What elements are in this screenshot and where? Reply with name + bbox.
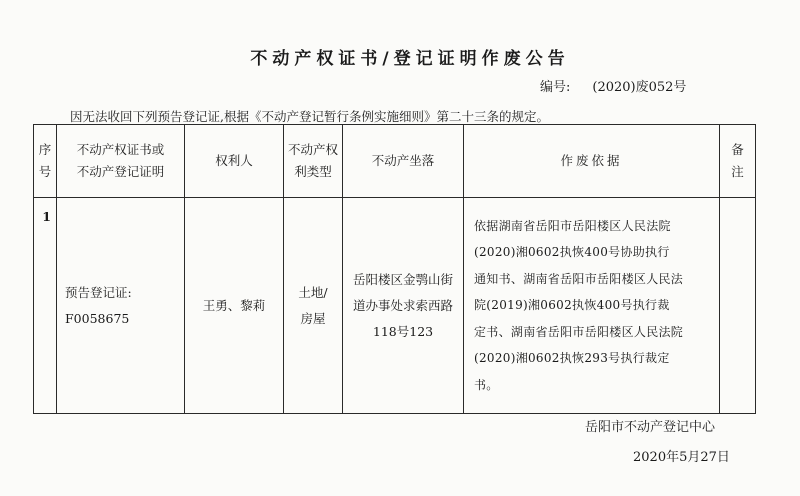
issuing-organization: 岳阳市不动产登记中心 [585, 420, 716, 435]
row-holder: 王勇、黎莉 [185, 198, 284, 414]
intro-text: 因无法收回下列预告登记证,根据《不动产登记暂行条例实施细则》第二十三条的规定。 [70, 109, 549, 124]
row-remark [720, 198, 756, 414]
doc-number-label: 编号: [540, 80, 571, 95]
header-location: 不动产坐落 [343, 125, 464, 198]
row-location: 岳阳楼区金鹗山街 道办事处求索西路 118号123 [343, 198, 464, 414]
issue-date: 2020年5月27日 [633, 450, 730, 465]
header-basis: 作废依据 [464, 125, 720, 198]
header-remark: 备 注 [720, 125, 756, 198]
table-row [34, 198, 756, 414]
row-basis: 依据湖南省岳阳市岳阳楼区人民法院 (2020)湘0602执恢400号协助执行 通知书、湖南省岳阳市岳阳楼区人民法 院(2019)湘0602执恢400号执行裁 定书、湖南省岳阳市岳阳楼区人民法院 (2020)湘0602执恢293号执行裁定 书。 [464, 198, 720, 414]
table-header-row [34, 125, 756, 198]
doc-number-value: (2020)废052号 [592, 80, 687, 95]
header-seq: 序 号 [34, 125, 57, 198]
page-title: 不动产权证书/登记证明作废公告 [250, 49, 570, 69]
header-right-type: 不动产权 利类型 [284, 125, 343, 198]
doc-number [540, 76, 686, 95]
row-cert: 预告登记证: F0058675 [57, 198, 185, 414]
header-cert: 不动产权证书或 不动产登记证明 [57, 125, 185, 198]
row-seq: 1 [34, 198, 57, 414]
void-table [33, 124, 756, 414]
row-right-type: 土地/ 房屋 [284, 198, 343, 414]
header-holder: 权利人 [185, 125, 284, 198]
